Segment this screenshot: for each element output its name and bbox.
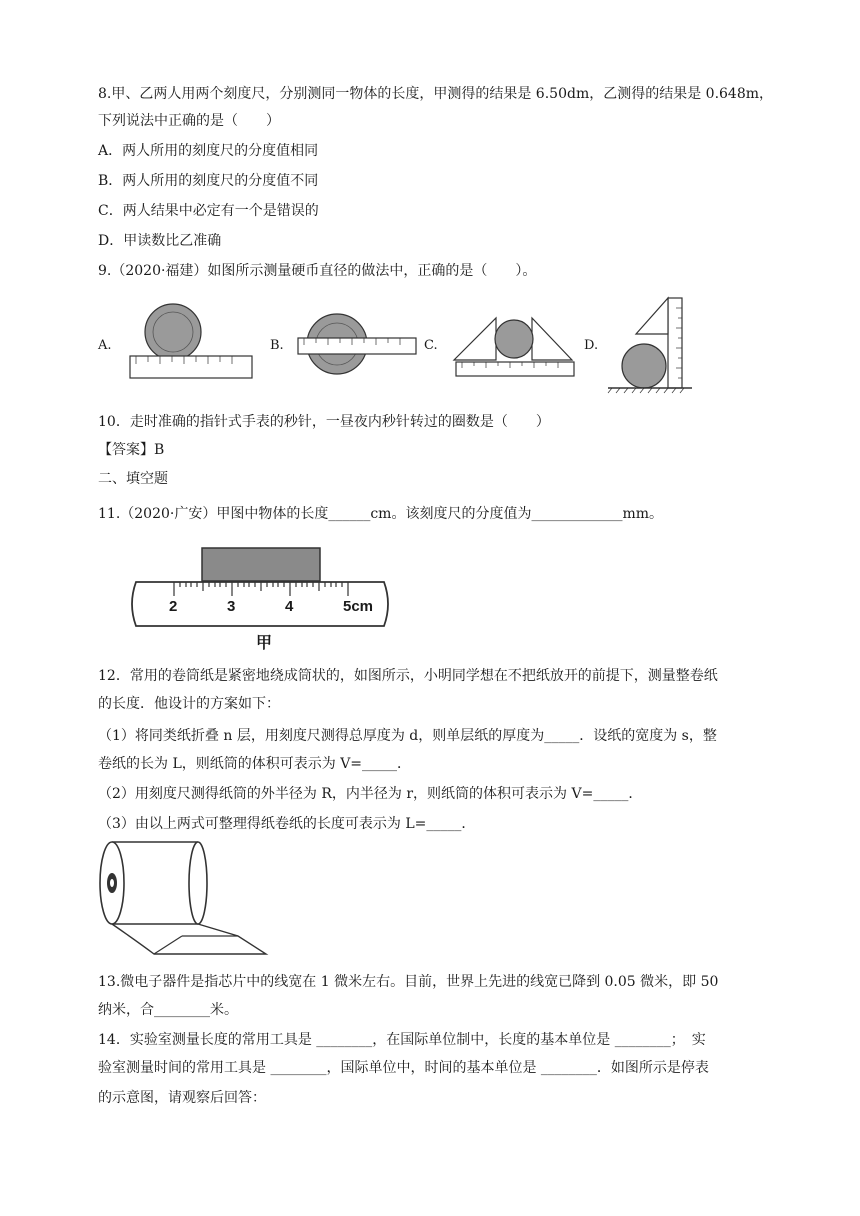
- q8-option-c: C．两人结果中必定有一个是错误的: [98, 203, 319, 219]
- q8-option-b: B．两人所用的刻度尺的分度值不同: [98, 173, 319, 189]
- q9-figure-d-coin-vertical-ruler: [606, 294, 694, 398]
- q11-ruler-tick-5cm: 5cm: [343, 598, 374, 615]
- q8-option-d: D．甲读数比乙准确: [98, 233, 222, 249]
- q9-stem: 9.（2020·福建）如图所示测量硬币直径的做法中，正确的是（ ）。: [98, 263, 537, 279]
- q14-stem-line1: 14．实验室测量长度的常用工具是 ________，在国际单位制中，长度的基本单位是 ________； 实: [98, 1032, 706, 1048]
- q12-part3: （3）由以上两式可整理得纸卷纸的长度可表示为 L=_____．: [98, 816, 476, 832]
- q12-part1-line2: 卷纸的长为 L，则纸筒的体积可表示为 V=_____．: [98, 756, 412, 772]
- q9-figure-c-coin-between-triangles: [448, 300, 578, 382]
- q12-part2: （2）用刻度尺测得纸筒的外半径为 R，内半径为 r，则纸筒的体积可表示为 V=_____．: [98, 786, 643, 802]
- q9-option-c-label: C.: [424, 338, 438, 353]
- q12-stem-line1: 12．常用的卷筒纸是紧密地绕成筒状的，如图所示，小明同学想在不把纸放开的前提下，测量整卷纸: [98, 668, 718, 684]
- q12-part1-line1: （1）将同类纸折叠 n 层，用刻度尺测得总厚度为 d，则单层纸的厚度为_____．设纸的宽度为 s，整: [98, 728, 717, 744]
- q9-option-b-label: B.: [270, 338, 284, 353]
- q11-stem: 11.（2020·广安）甲图中物体的长度______cm。该刻度尺的分度值为_____________mm。: [98, 506, 664, 522]
- q12-figure-paper-roll: [98, 838, 270, 960]
- q10-answer: 【答案】B: [98, 442, 165, 458]
- q9-figure-a-coin-on-ruler: [128, 300, 256, 382]
- q11-ruler-tick-4: 4: [285, 598, 294, 615]
- q14-stem-line2: 验室测量时间的常用工具是 ________，国际单位中，时间的基本单位是 ________．如图所示是停表: [98, 1060, 709, 1076]
- q8-stem-line2: 下列说法中正确的是（ ）: [98, 113, 280, 129]
- q8-stem-line1: 8.甲、乙两人用两个刻度尺，分别测同一物体的长度，甲测得的结果是 6.50dm，乙测得的结果是 0.648m，: [98, 86, 774, 102]
- q14-stem-line3: 的示意图，请观察后回答：: [98, 1090, 266, 1106]
- q13-stem-line2: 纳米，合________米。: [98, 1002, 238, 1018]
- q11-ruler-tick-2: 2: [169, 598, 178, 615]
- q9-option-a-label: A.: [98, 338, 112, 353]
- q12-stem-line2: 的长度．他设计的方案如下：: [98, 696, 280, 712]
- q11-figure-label: 甲: [256, 633, 273, 652]
- q9-figure-b-coin-on-ruler: [292, 300, 420, 382]
- q10-stem: 10．走时准确的指针式手表的秒针，一昼夜内秒针转过的圈数是（ ）: [98, 414, 550, 430]
- q8-option-a: A．两人所用的刻度尺的分度值相同: [98, 143, 319, 159]
- q11-figure-ruler-with-object: [130, 544, 390, 652]
- q11-ruler-tick-3: 3: [227, 598, 236, 615]
- q13-stem-line1: 13.微电子器件是指芯片中的线宽在 1 微米左右。目前，世界上先进的线宽已降到 0.05 微米，即 50: [98, 974, 719, 990]
- section-title-fill-blank: 二、填空题: [98, 471, 168, 487]
- q9-option-d-label: D.: [584, 338, 599, 353]
